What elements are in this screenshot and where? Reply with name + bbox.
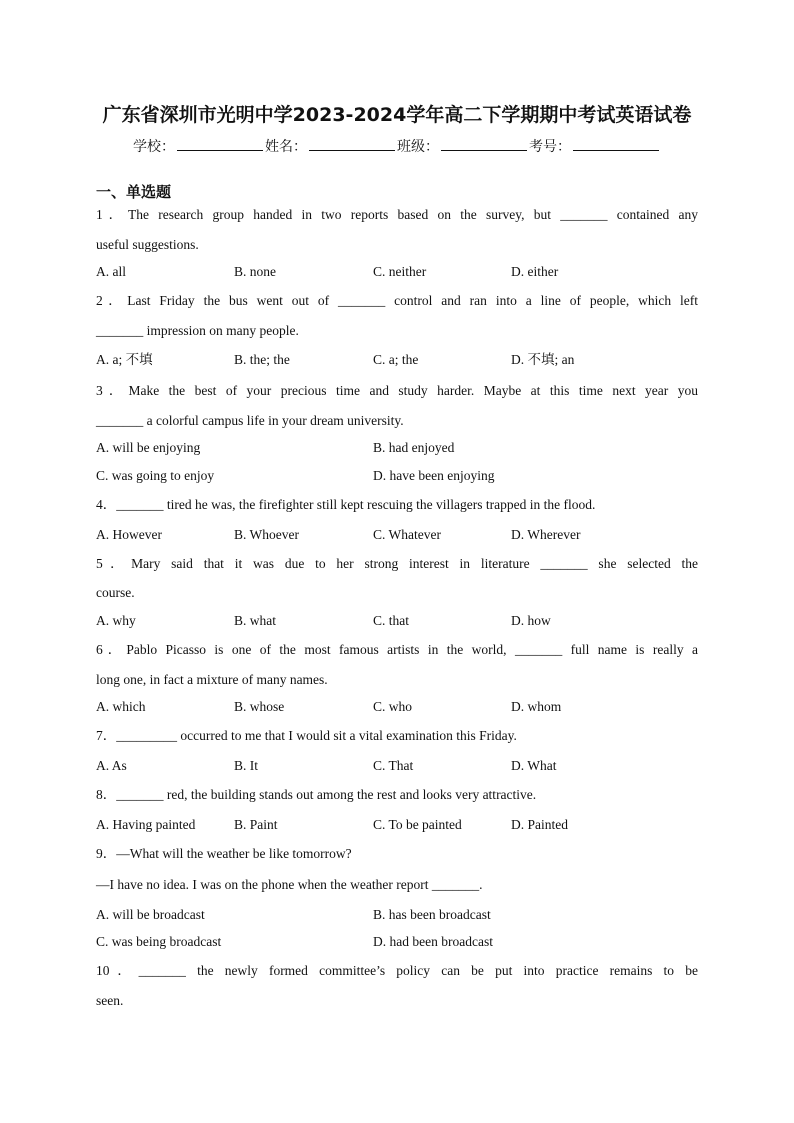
question-4-option-a: A. However [96, 527, 162, 542]
question-9-option-c: C. was being broadcast [96, 934, 222, 949]
question-9-option-d: D. had been broadcast [373, 934, 493, 949]
question-8-option-b: B. Paint [234, 817, 278, 832]
question-8-line-1: 8．_______ red, the building stands out among the rest and looks very attractive. [96, 787, 537, 802]
question-3-line-1: 3．Make the best of your precious time and study harder. Maybe at this time next year you [96, 383, 698, 398]
question-8-option-a: A. Having painted [96, 817, 196, 832]
question-9-option-a: A. will be broadcast [96, 907, 205, 922]
question-4-line-1: 4．_______ tired he was, the firefighter still kept rescuing the villagers trapped in the flood. [96, 497, 596, 512]
question-1-option-d: D. either [511, 264, 559, 279]
question-5-option-c: C. that [373, 613, 409, 628]
question-4-option-d: D. Wherever [511, 527, 581, 542]
question-7-option-b: B. It [234, 758, 259, 773]
question-8-option-c: C. To be painted [373, 817, 462, 832]
question-2-option-a: A. a; 不填 [96, 352, 153, 367]
question-2-line-2: _______ impression on many people. [96, 323, 299, 338]
question-5-option-a: A. why [96, 613, 136, 628]
question-2-option-b: B. the; the [234, 352, 290, 367]
question-7-option-d: D. What [511, 758, 557, 773]
question-6-option-d: D. whom [511, 699, 562, 714]
question-9-line-2: —I have no idea. I was on the phone when the weather report _______. [96, 877, 483, 892]
question-10-line-2: seen. [96, 993, 124, 1008]
number-label: 考号： [529, 139, 571, 155]
question-6-line-1: 6．Pablo Picasso is one of the most famous artists in the world, _______ full name is really a [96, 642, 698, 657]
question-4-option-c: C. Whatever [373, 527, 441, 542]
question-3-line-2: _______ a colorful campus life in your dream university. [96, 413, 404, 428]
question-2-option-c: C. a; the [373, 352, 419, 367]
page-title: 广东省深圳市光明中学2023-2024学年高二下学期期中考试英语试卷 [102, 104, 692, 126]
name-blank [309, 138, 395, 151]
question-7-line-1: 7．_________ occurred to me that I would sit a vital examination this Friday. [96, 728, 517, 743]
name-label: 姓名： [265, 139, 307, 155]
question-3-option-b: B. had enjoyed [373, 440, 455, 455]
question-4-option-b: B. Whoever [234, 527, 299, 542]
school-label: 学校： [133, 139, 175, 155]
class-blank [441, 138, 527, 151]
question-1-option-a: A. all [96, 264, 126, 279]
class-label: 班级： [397, 139, 439, 155]
question-7-option-a: A. As [96, 758, 127, 773]
question-9-option-b: B. has been broadcast [373, 907, 491, 922]
question-1-option-c: C. neither [373, 264, 427, 279]
question-5-line-2: course. [96, 585, 135, 600]
question-6-option-a: A. which [96, 699, 146, 714]
question-2-option-d: D. 不填; an [511, 352, 575, 367]
section-title: 一、单选题 [96, 183, 172, 201]
question-6-line-2: long one, in fact a mixture of many names. [96, 672, 328, 687]
question-10-line-1: 10．_______ the newly formed committee’s policy can be put into practice remains to be [96, 963, 698, 978]
question-1-line-1: 1．The research group handed in two reports based on the survey, but _______ contained any [96, 207, 698, 222]
question-2-line-1: 2．Last Friday the bus went out of _______ control and ran into a line of people, which left [96, 293, 698, 308]
question-8-option-d: D. Painted [511, 817, 568, 832]
question-1-line-2: useful suggestions. [96, 237, 199, 252]
question-1-option-b: B. none [234, 264, 276, 279]
question-5-option-b: B. what [234, 613, 276, 628]
question-7-option-c: C. That [373, 758, 414, 773]
question-6-option-c: C. who [373, 699, 413, 714]
question-3-option-d: D. have been enjoying [373, 468, 495, 483]
student-info-row [0, 136, 794, 156]
question-3-option-a: A. will be enjoying [96, 440, 201, 455]
question-3-option-c: C. was going to enjoy [96, 468, 215, 483]
question-6-option-b: B. whose [234, 699, 285, 714]
number-blank [573, 138, 659, 151]
question-5-option-d: D. how [511, 613, 551, 628]
school-blank [177, 138, 263, 151]
question-9-line-1: 9．—What will the weather be like tomorrow? [96, 846, 352, 861]
question-5-line-1: 5．Mary said that it was due to her strong interest in literature _______ she selected the [96, 556, 698, 571]
